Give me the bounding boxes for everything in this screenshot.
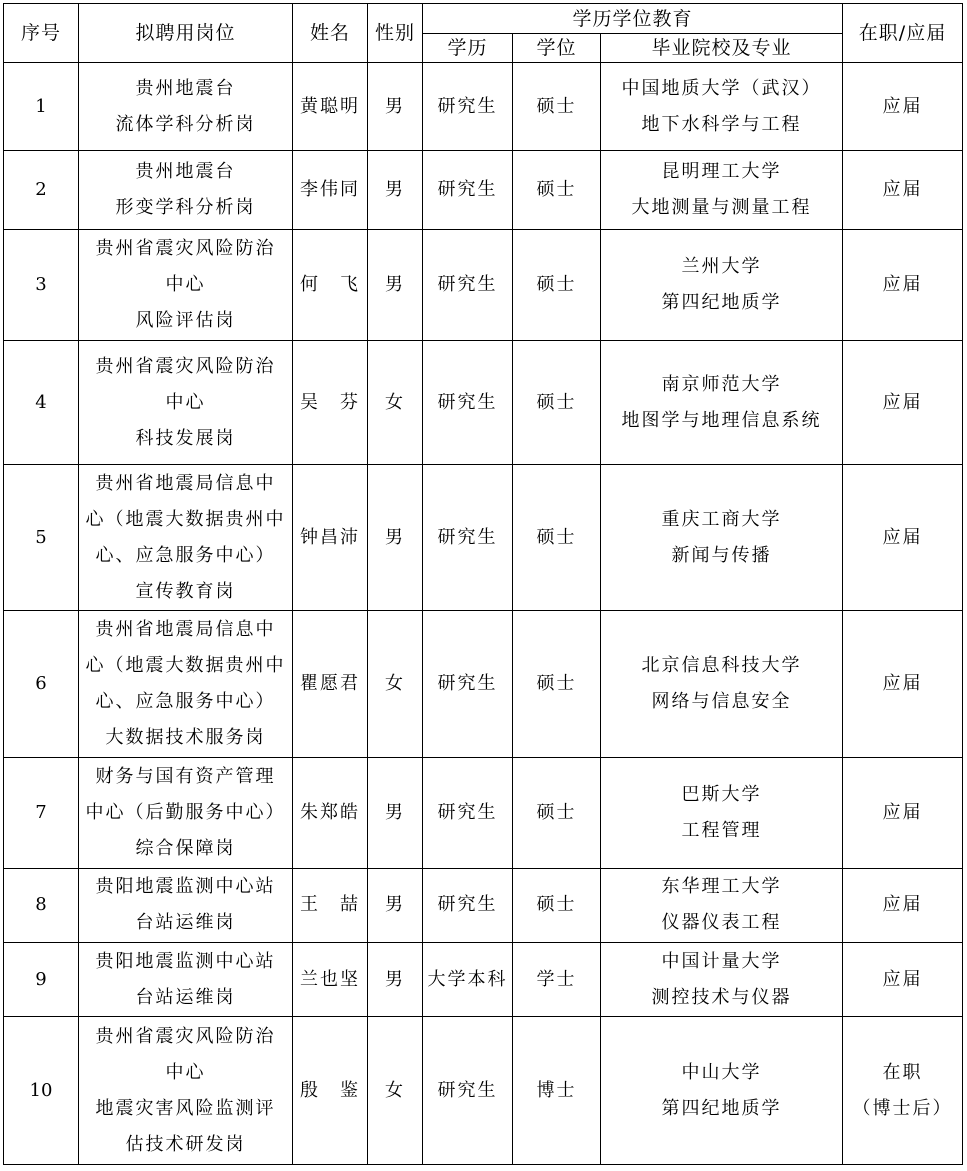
cell-status bbox=[843, 341, 963, 465]
cell-position-line: 综合保障岗 bbox=[135, 837, 236, 859]
cell-degree: 硕士 bbox=[513, 229, 601, 341]
table-row bbox=[4, 868, 963, 942]
cell-degree: 硕士 bbox=[513, 611, 601, 758]
cell-school-line: 地下水科学与工程 bbox=[641, 113, 802, 135]
cell-education: 研究生 bbox=[423, 1017, 513, 1165]
cell-name: 李伟同 bbox=[293, 151, 368, 229]
cell-school bbox=[601, 464, 843, 611]
cell-no: 8 bbox=[4, 868, 79, 942]
cell-no: 9 bbox=[4, 942, 79, 1016]
cell-education: 研究生 bbox=[423, 611, 513, 758]
cell-status bbox=[843, 151, 963, 229]
cell-status-line: 应届 bbox=[882, 179, 923, 201]
cell-status-line: 应届 bbox=[882, 801, 923, 823]
cell-position bbox=[79, 464, 293, 611]
cell-degree: 硕士 bbox=[513, 464, 601, 611]
header-school: 毕业院校及专业 bbox=[601, 34, 843, 63]
cell-position bbox=[79, 868, 293, 942]
cell-status-line: 应届 bbox=[882, 968, 923, 990]
header-education-group: 学历学位教育 bbox=[423, 4, 843, 34]
header-no: 序号 bbox=[4, 4, 79, 63]
cell-position bbox=[79, 229, 293, 341]
cell-degree: 博士 bbox=[513, 1017, 601, 1165]
cell-position-line: 贵州省地震局信息中 bbox=[95, 619, 276, 641]
cell-no: 4 bbox=[4, 341, 79, 465]
cell-degree: 硕士 bbox=[513, 758, 601, 869]
cell-position-line: 大数据技术服务岗 bbox=[105, 727, 266, 749]
cell-position-line: 心（地震大数据贵州中 bbox=[85, 655, 286, 677]
cell-position-line: 贵州省震灾风险防治 bbox=[95, 1025, 276, 1047]
cell-position-line: 贵州地震台 bbox=[135, 161, 236, 183]
cell-school-line: 中山大学 bbox=[681, 1061, 762, 1083]
cell-status-line: 在职 bbox=[882, 1061, 923, 1083]
cell-no: 5 bbox=[4, 464, 79, 611]
cell-name: 何 飞 bbox=[293, 229, 368, 341]
cell-education: 研究生 bbox=[423, 151, 513, 229]
cell-position bbox=[79, 758, 293, 869]
cell-status bbox=[843, 229, 963, 341]
cell-no: 3 bbox=[4, 229, 79, 341]
cell-position-line: 流体学科分析岗 bbox=[115, 113, 256, 135]
cell-school-line: 重庆工商大学 bbox=[661, 508, 782, 530]
cell-position-line: 心、应急服务中心） bbox=[95, 544, 276, 566]
cell-school-line: 第四纪地质学 bbox=[661, 291, 782, 313]
cell-school-line: 第四纪地质学 bbox=[661, 1097, 782, 1119]
cell-position-line: 台站运维岗 bbox=[135, 986, 236, 1008]
cell-position-line: 台站运维岗 bbox=[135, 912, 236, 934]
cell-education: 研究生 bbox=[423, 341, 513, 465]
cell-gender: 男 bbox=[368, 151, 423, 229]
cell-position bbox=[79, 942, 293, 1016]
cell-position-line: 贵州地震台 bbox=[135, 77, 236, 99]
table-row bbox=[4, 151, 963, 229]
cell-status-line: （博士后） bbox=[852, 1097, 953, 1119]
cell-position bbox=[79, 1017, 293, 1165]
header-education: 学历 bbox=[423, 34, 513, 63]
cell-status-line: 应届 bbox=[882, 894, 923, 916]
cell-status bbox=[843, 611, 963, 758]
cell-school bbox=[601, 63, 843, 151]
cell-name: 朱郑皓 bbox=[293, 758, 368, 869]
cell-name: 王 喆 bbox=[293, 868, 368, 942]
cell-degree: 硕士 bbox=[513, 341, 601, 465]
header-position: 拟聘用岗位 bbox=[79, 4, 293, 63]
cell-position-line: 中心 bbox=[165, 1061, 206, 1083]
cell-education: 大学本科 bbox=[423, 942, 513, 1016]
cell-position bbox=[79, 63, 293, 151]
cell-position bbox=[79, 611, 293, 758]
cell-school-line: 兰州大学 bbox=[681, 255, 762, 277]
cell-degree: 硕士 bbox=[513, 868, 601, 942]
cell-gender: 女 bbox=[368, 611, 423, 758]
cell-name: 瞿愿君 bbox=[293, 611, 368, 758]
cell-position bbox=[79, 151, 293, 229]
cell-position-line: 地震灾害风险监测评 bbox=[95, 1097, 276, 1119]
cell-school-line: 大地测量与测量工程 bbox=[631, 197, 812, 219]
cell-position bbox=[79, 341, 293, 465]
cell-gender: 男 bbox=[368, 758, 423, 869]
cell-school bbox=[601, 758, 843, 869]
header-name: 姓名 bbox=[293, 4, 368, 63]
cell-position-line: 估技术研发岗 bbox=[125, 1133, 246, 1155]
cell-gender: 女 bbox=[368, 1017, 423, 1165]
cell-position-line: 心（地震大数据贵州中 bbox=[85, 508, 286, 530]
cell-position-line: 贵阳地震监测中心站 bbox=[95, 876, 276, 898]
cell-no: 7 bbox=[4, 758, 79, 869]
table-row bbox=[4, 229, 963, 341]
cell-school bbox=[601, 868, 843, 942]
cell-status bbox=[843, 942, 963, 1016]
cell-name: 钟昌沛 bbox=[293, 464, 368, 611]
cell-status bbox=[843, 464, 963, 611]
cell-school-line: 南京师范大学 bbox=[661, 373, 782, 395]
cell-no: 6 bbox=[4, 611, 79, 758]
cell-position-line: 科技发展岗 bbox=[135, 427, 236, 449]
cell-school bbox=[601, 151, 843, 229]
cell-status-line: 应届 bbox=[882, 273, 923, 295]
cell-position-line: 贵州省地震局信息中 bbox=[95, 472, 276, 494]
cell-school-line: 地图学与地理信息系统 bbox=[621, 409, 822, 431]
cell-position-line: 财务与国有资产管理 bbox=[95, 765, 276, 787]
cell-status bbox=[843, 1017, 963, 1165]
cell-school bbox=[601, 341, 843, 465]
cell-school bbox=[601, 611, 843, 758]
cell-school-line: 测控技术与仪器 bbox=[651, 986, 792, 1008]
cell-no: 2 bbox=[4, 151, 79, 229]
cell-position-line: 风险评估岗 bbox=[135, 309, 236, 331]
cell-education: 研究生 bbox=[423, 229, 513, 341]
cell-degree: 硕士 bbox=[513, 63, 601, 151]
cell-education: 研究生 bbox=[423, 758, 513, 869]
cell-school-line: 工程管理 bbox=[681, 819, 762, 841]
cell-gender: 男 bbox=[368, 464, 423, 611]
table-header bbox=[4, 4, 963, 63]
cell-position-line: 贵阳地震监测中心站 bbox=[95, 950, 276, 972]
cell-status-line: 应届 bbox=[882, 526, 923, 548]
table-body bbox=[4, 63, 963, 1165]
personnel-table bbox=[3, 3, 963, 1165]
cell-school bbox=[601, 942, 843, 1016]
cell-name: 吴 芬 bbox=[293, 341, 368, 465]
cell-status bbox=[843, 868, 963, 942]
table-row bbox=[4, 942, 963, 1016]
table-row bbox=[4, 63, 963, 151]
cell-education: 研究生 bbox=[423, 868, 513, 942]
cell-name: 殷 鉴 bbox=[293, 1017, 368, 1165]
cell-school-line: 巴斯大学 bbox=[681, 783, 762, 805]
cell-position-line: 形变学科分析岗 bbox=[115, 197, 256, 219]
cell-school-line: 中国地质大学（武汉） bbox=[621, 77, 822, 99]
cell-school-line: 网络与信息安全 bbox=[651, 691, 792, 713]
cell-school bbox=[601, 229, 843, 341]
cell-position-line: 中心 bbox=[165, 273, 206, 295]
cell-name: 兰也坚 bbox=[293, 942, 368, 1016]
header-degree: 学位 bbox=[513, 34, 601, 63]
cell-status bbox=[843, 758, 963, 869]
cell-name: 黄聪明 bbox=[293, 63, 368, 151]
cell-position-line: 宣传教育岗 bbox=[135, 580, 236, 602]
cell-position-line: 中心 bbox=[165, 391, 206, 413]
cell-degree: 学士 bbox=[513, 942, 601, 1016]
cell-gender: 男 bbox=[368, 868, 423, 942]
cell-gender: 男 bbox=[368, 229, 423, 341]
cell-degree: 硕士 bbox=[513, 151, 601, 229]
cell-education: 研究生 bbox=[423, 464, 513, 611]
cell-education: 研究生 bbox=[423, 63, 513, 151]
cell-school-line: 北京信息科技大学 bbox=[641, 655, 802, 677]
cell-position-line: 贵州省震灾风险防治 bbox=[95, 355, 276, 377]
cell-position-line: 中心（后勤服务中心） bbox=[85, 801, 286, 823]
table-row bbox=[4, 341, 963, 465]
cell-status-line: 应届 bbox=[882, 391, 923, 413]
header-status: 在职/应届 bbox=[843, 4, 963, 63]
cell-position-line: 贵州省震灾风险防治 bbox=[95, 237, 276, 259]
cell-school-line: 东华理工大学 bbox=[661, 876, 782, 898]
cell-school bbox=[601, 1017, 843, 1165]
cell-status-line: 应届 bbox=[882, 95, 923, 117]
cell-no: 1 bbox=[4, 63, 79, 151]
table-row bbox=[4, 758, 963, 869]
cell-school-line: 昆明理工大学 bbox=[661, 161, 782, 183]
cell-gender: 男 bbox=[368, 942, 423, 1016]
table-row bbox=[4, 611, 963, 758]
cell-status-line: 应届 bbox=[882, 673, 923, 695]
cell-school-line: 中国计量大学 bbox=[661, 950, 782, 972]
cell-school-line: 仪器仪表工程 bbox=[661, 912, 782, 934]
cell-school-line: 新闻与传播 bbox=[671, 544, 772, 566]
table-row bbox=[4, 464, 963, 611]
header-gender: 性别 bbox=[368, 4, 423, 63]
table-row bbox=[4, 1017, 963, 1165]
cell-gender: 女 bbox=[368, 341, 423, 465]
cell-status bbox=[843, 63, 963, 151]
cell-gender: 男 bbox=[368, 63, 423, 151]
cell-position-line: 心、应急服务中心） bbox=[95, 691, 276, 713]
cell-no: 10 bbox=[4, 1017, 79, 1165]
